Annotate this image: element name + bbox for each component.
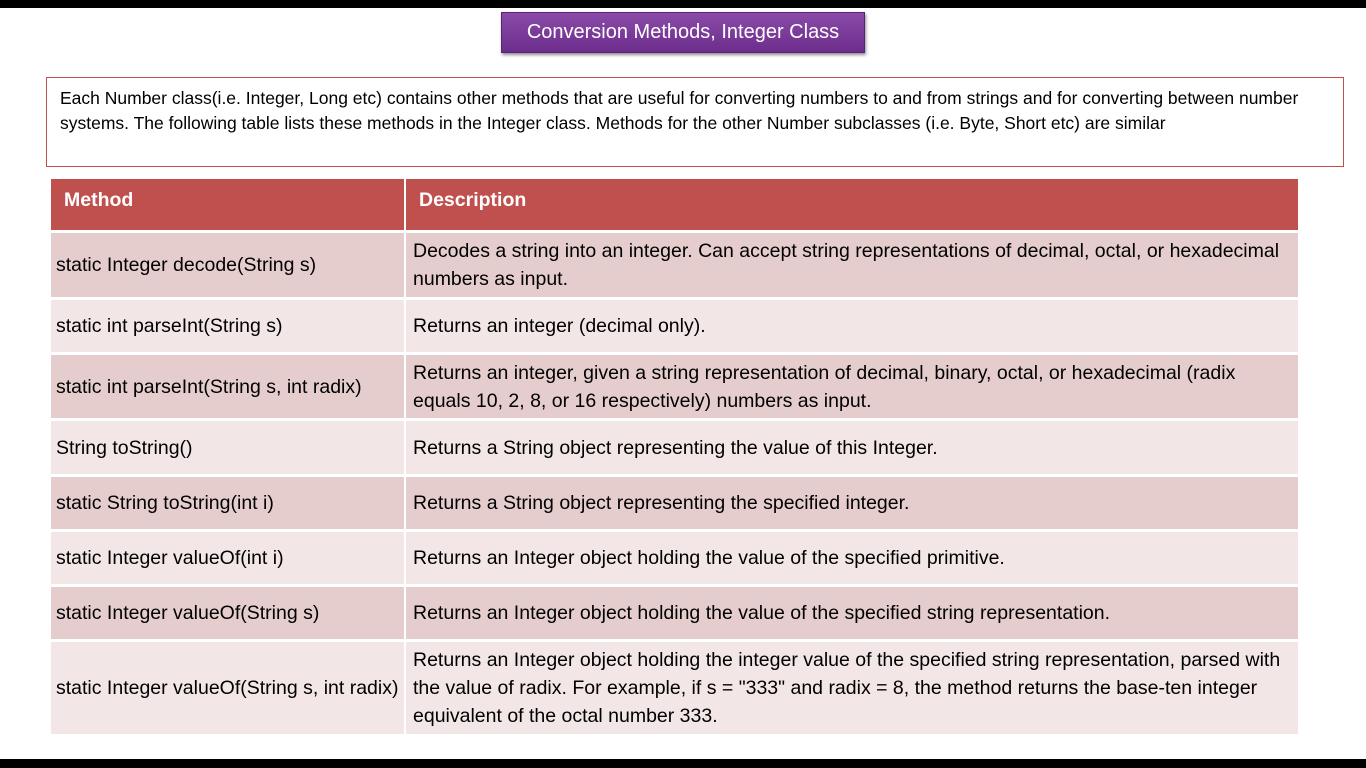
- method-cell: String toString(): [51, 421, 406, 474]
- description-cell: Decodes a string into an integer. Can accept string representations of decimal, octal, or hexadecimal numbers as input.: [413, 240, 1280, 290]
- method-cell: static Integer decode(String s): [51, 233, 406, 297]
- description-cell: Returns a String object representing the specified integer.: [413, 492, 910, 514]
- intro-text-box: [46, 77, 1344, 167]
- intro-text: Each Number class(i.e. Integer, Long etc) contains other methods that are useful for converting numbers to and from strings and for converting between number systems. The following table lists these methods in the Integer class. Methods for the other Number subclasses (i.e. Byte, Short etc) are similar: [60, 88, 1299, 133]
- slide-title: [501, 12, 865, 53]
- method-cell: static int parseInt(String s, int radix): [51, 355, 406, 418]
- description-cell: Returns an integer, given a string representation of decimal, binary, octal, or hexadecimal (radix equals 10, 2, 8, or 16 respectively) numbers as input.: [413, 361, 1236, 412]
- method-cell: static String toString(int i): [51, 477, 406, 529]
- header-method: Method: [51, 179, 406, 230]
- table-row: [51, 587, 1298, 642]
- description-cell: Returns an Integer object holding the value of the specified primitive.: [413, 547, 1005, 569]
- methods-table: [51, 179, 1298, 734]
- description-cell: Returns a String object representing the value of this Integer.: [413, 436, 938, 459]
- method-cell: static Integer valueOf(int i): [51, 532, 406, 584]
- description-cell: Returns an integer (decimal only).: [413, 315, 706, 337]
- table-row: [51, 355, 1298, 421]
- table-header-row: [51, 179, 1298, 233]
- table-row: [51, 532, 1298, 587]
- bottom-black-bar: [0, 759, 1366, 768]
- method-cell: static int parseInt(String s): [51, 300, 406, 352]
- table-row: [51, 477, 1298, 532]
- table-row: [51, 300, 1298, 355]
- top-black-bar: [0, 0, 1366, 8]
- method-cell: static Integer valueOf(String s, int radix): [51, 642, 406, 734]
- description-cell: Returns an Integer object holding the integer value of the specified string representation, parsed with the value of radix. For example, if s = "333" and radix = 8, the method returns the base-ten integer equivalent of the octal number 333.: [413, 649, 1281, 727]
- header-description: Description: [419, 189, 527, 211]
- slide-title-text: Conversion Methods, Integer Class: [526, 21, 840, 43]
- table-row: [51, 642, 1298, 734]
- description-cell: Returns an Integer object holding the value of the specified string representation.: [413, 602, 1111, 624]
- method-cell: static Integer valueOf(String s): [51, 587, 406, 639]
- table-row: [51, 233, 1298, 300]
- table-row: [51, 421, 1298, 477]
